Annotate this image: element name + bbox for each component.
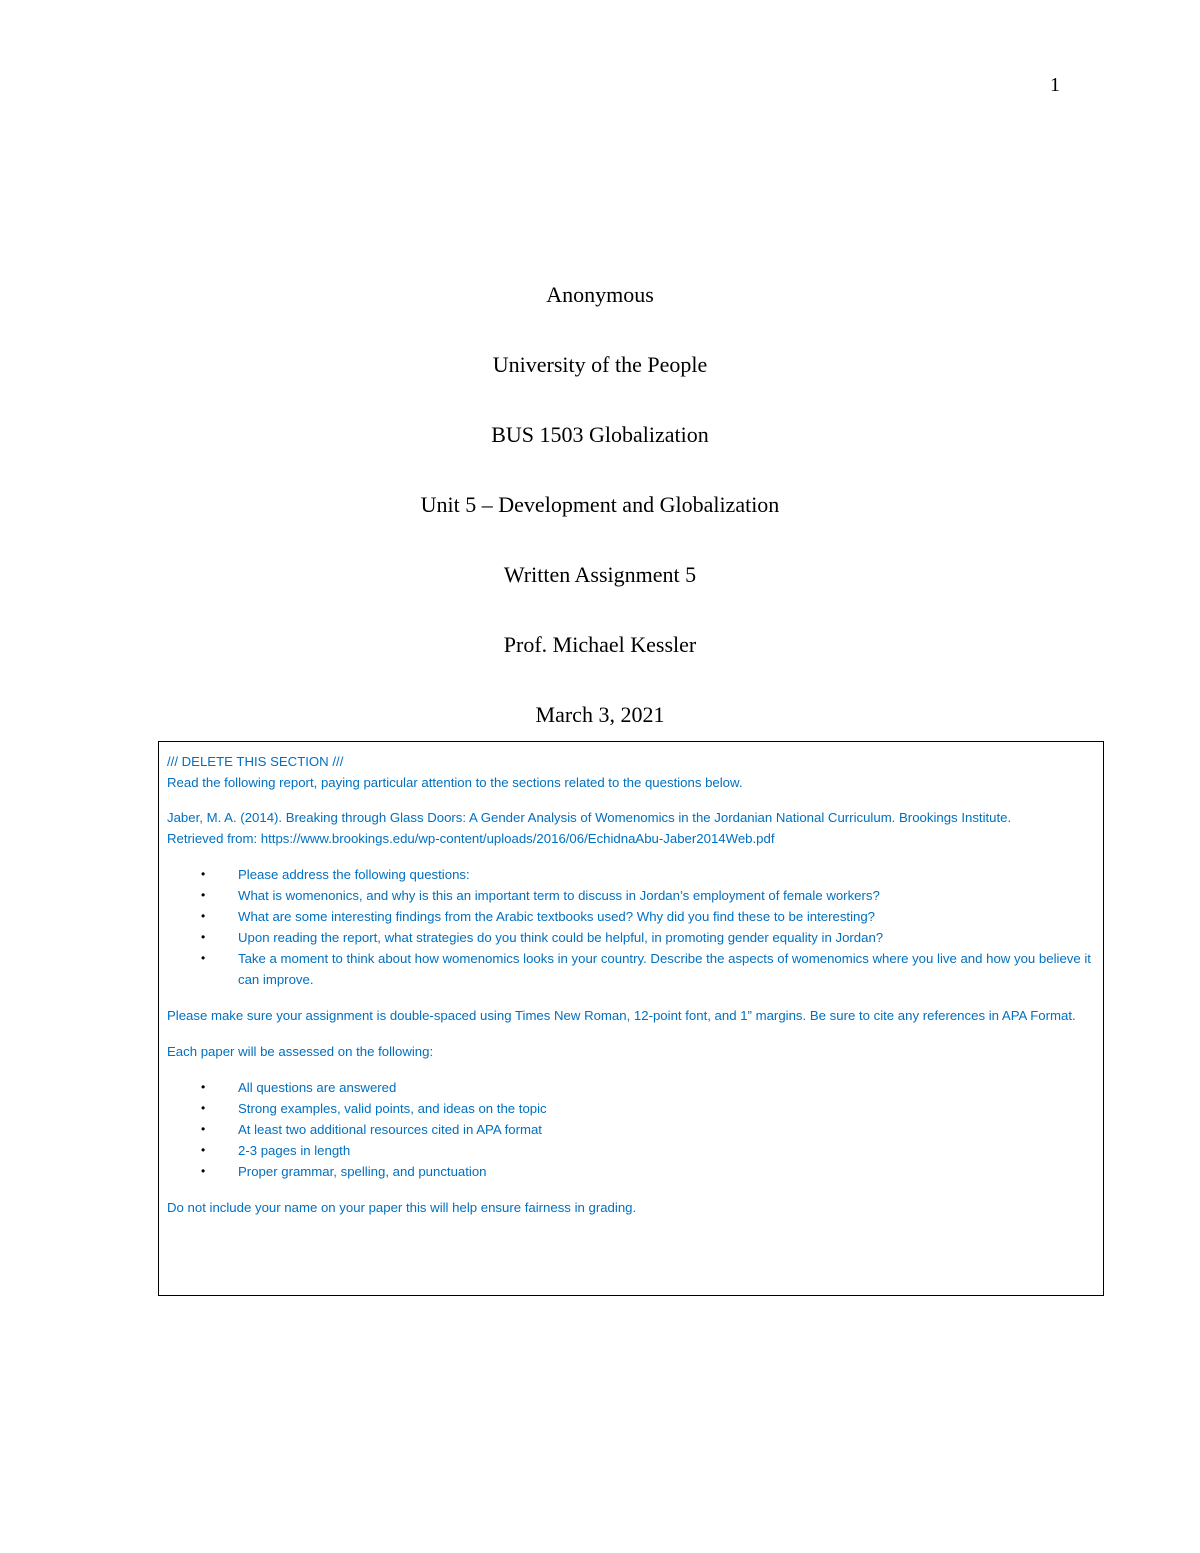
criterion-text: At least two additional resources cited in APA format	[238, 1122, 542, 1137]
assessment-intro: Each paper will be assessed on the following:	[167, 1044, 434, 1059]
question-text: What is womenonics, and why is this an important term to discuss in Jordan’s employment of female workers?	[238, 888, 880, 903]
instructions-heading: /// DELETE THIS SECTION ///	[167, 754, 344, 769]
bullet-icon: •	[201, 951, 206, 965]
bullet-icon: •	[201, 1143, 206, 1157]
question-text: What are some interesting findings from the Arabic textbooks used? Why did you find these to be interesting?	[238, 909, 876, 924]
list-item	[167, 864, 1093, 885]
criterion-text: 2-3 pages in length	[238, 1143, 351, 1158]
instructions-intro: Read the following report, paying particular attention to the sections related to the questions below.	[167, 775, 743, 790]
questions-list	[167, 864, 1093, 990]
bullet-icon: •	[201, 1101, 206, 1115]
criterion-text: All questions are answered	[238, 1080, 397, 1095]
title-block	[0, 278, 1200, 768]
bullet-icon: •	[201, 888, 206, 902]
question-text: Please address the following questions:	[238, 867, 470, 882]
format-note: Please make sure your assignment is double-spaced using Times New Roman, 12-point font, and 1” margins. Be sure to cite any references in APA Format.	[167, 1008, 1076, 1023]
closing-note: Do not include your name on your paper this will help ensure fairness in grading.	[167, 1200, 637, 1215]
list-item	[167, 1140, 1093, 1161]
author-name: Anonymous	[546, 282, 654, 307]
course-name: BUS 1503 Globalization	[491, 422, 709, 447]
list-item	[167, 1098, 1093, 1119]
unit-title: Unit 5 – Development and Globalization	[420, 492, 780, 517]
list-item	[167, 1161, 1093, 1182]
list-item	[167, 1119, 1093, 1140]
list-item	[167, 885, 1093, 906]
submission-date: March 3, 2021	[535, 702, 665, 727]
bullet-icon: •	[201, 1080, 206, 1094]
bullet-icon: •	[201, 1122, 206, 1136]
page-number: 1	[1050, 74, 1060, 96]
institution: University of the People	[492, 352, 708, 377]
citation-line-1: Jaber, M. A. (2014). Breaking through Glass Doors: A Gender Analysis of Womenomics in the Jordanian National Curriculum. Brookings Institute.	[167, 810, 1012, 825]
criterion-text: Proper grammar, spelling, and punctuation	[238, 1164, 487, 1179]
question-text: Take a moment to think about how womenomics looks in your country. Describe the aspects of womenomics where you live and how you believe it can improve.	[238, 951, 1091, 987]
question-text: Upon reading the report, what strategies do you think could be helpful, in promoting gender equality in Jordan?	[238, 930, 884, 945]
list-item	[167, 948, 1093, 990]
list-item	[167, 906, 1093, 927]
list-item	[167, 927, 1093, 948]
instructions-box	[158, 741, 1104, 1296]
assignment-title: Written Assignment 5	[503, 562, 697, 587]
criterion-text: Strong examples, valid points, and ideas on the topic	[238, 1101, 547, 1116]
instructor-name: Prof. Michael Kessler	[503, 632, 697, 657]
list-item	[167, 1077, 1093, 1098]
bullet-icon: •	[201, 1164, 206, 1178]
citation-line-2: Retrieved from: https://www.brookings.edu/wp-content/uploads/2016/06/EchidnaAbu-Jaber2014Web.pdf	[167, 831, 775, 846]
bullet-icon: •	[201, 867, 206, 881]
bullet-icon: •	[201, 930, 206, 944]
criteria-list	[167, 1077, 1093, 1182]
bullet-icon: •	[201, 909, 206, 923]
